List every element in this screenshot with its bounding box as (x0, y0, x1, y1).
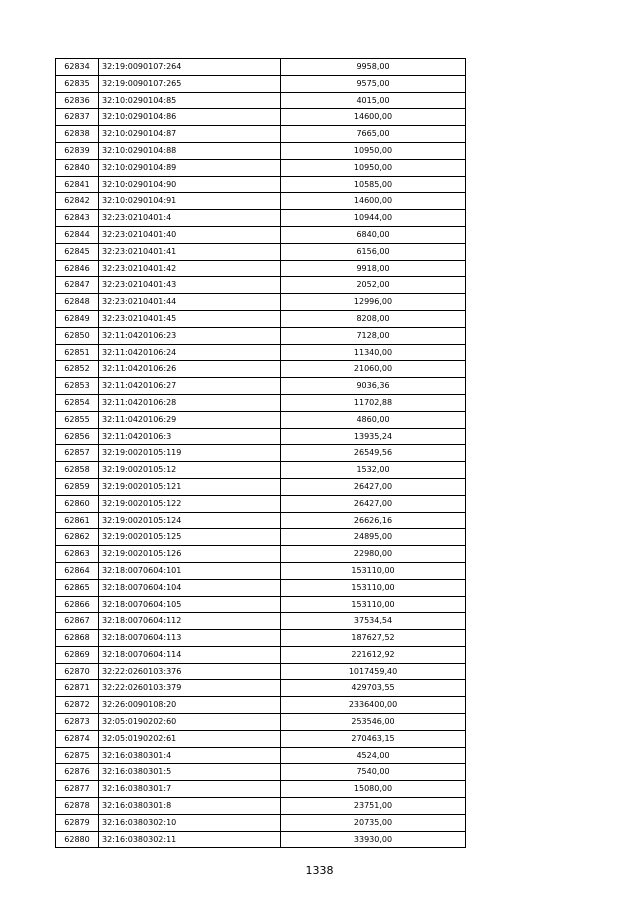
row-number-cell: 62850 (56, 327, 99, 344)
table-row (56, 747, 466, 764)
cadastral-number-cell: 32:19:0090107:265 (99, 75, 281, 92)
value-cell: 253546,00 (281, 714, 466, 731)
row-number-cell: 62836 (56, 92, 99, 109)
table-row (56, 512, 466, 529)
value-cell: 153110,00 (281, 596, 466, 613)
table-row (56, 714, 466, 731)
cadastral-number-cell: 32:18:0070604:112 (99, 613, 281, 630)
table-row (56, 562, 466, 579)
cadastral-number-cell: 32:23:0210401:42 (99, 260, 281, 277)
table-row (56, 814, 466, 831)
row-number-cell: 62837 (56, 109, 99, 126)
row-number-cell: 62880 (56, 831, 99, 848)
value-cell: 37534,54 (281, 613, 466, 630)
value-cell: 9918,00 (281, 260, 466, 277)
table-row (56, 495, 466, 512)
table-row (56, 630, 466, 647)
value-cell: 26626,16 (281, 512, 466, 529)
table-row (56, 243, 466, 260)
row-number-cell: 62864 (56, 562, 99, 579)
value-cell: 14600,00 (281, 109, 466, 126)
table-row (56, 159, 466, 176)
cadastral-number-cell: 32:10:0290104:86 (99, 109, 281, 126)
page-number: 1338 (305, 864, 334, 877)
table-row (56, 210, 466, 227)
table-body (56, 59, 466, 848)
row-number-cell: 62858 (56, 462, 99, 479)
row-number-cell: 62875 (56, 747, 99, 764)
table-row (56, 226, 466, 243)
table-row (56, 646, 466, 663)
cadastral-number-cell: 32:11:0420106:29 (99, 411, 281, 428)
table-row (56, 92, 466, 109)
value-cell: 6156,00 (281, 243, 466, 260)
cadastral-number-cell: 32:23:0210401:40 (99, 226, 281, 243)
table-row (56, 730, 466, 747)
value-cell: 14600,00 (281, 193, 466, 210)
cadastral-number-cell: 32:23:0210401:4 (99, 210, 281, 227)
row-number-cell: 62840 (56, 159, 99, 176)
table-row (56, 142, 466, 159)
value-cell: 10950,00 (281, 159, 466, 176)
cadastral-number-cell: 32:19:0020105:124 (99, 512, 281, 529)
row-number-cell: 62874 (56, 730, 99, 747)
table-row (56, 764, 466, 781)
row-number-cell: 62835 (56, 75, 99, 92)
table-row (56, 378, 466, 395)
cadastral-number-cell: 32:10:0290104:89 (99, 159, 281, 176)
value-cell: 270463,15 (281, 730, 466, 747)
row-number-cell: 62841 (56, 176, 99, 193)
cadastral-number-cell: 32:16:0380301:7 (99, 781, 281, 798)
row-number-cell: 62855 (56, 411, 99, 428)
cadastral-number-cell: 32:19:0020105:12 (99, 462, 281, 479)
value-cell: 10585,00 (281, 176, 466, 193)
cadastral-number-cell: 32:10:0290104:88 (99, 142, 281, 159)
row-number-cell: 62868 (56, 630, 99, 647)
value-cell: 1017459,40 (281, 663, 466, 680)
value-cell: 9575,00 (281, 75, 466, 92)
row-number-cell: 62860 (56, 495, 99, 512)
table-row (56, 663, 466, 680)
value-cell: 15080,00 (281, 781, 466, 798)
value-cell: 7665,00 (281, 126, 466, 143)
table-row (56, 529, 466, 546)
table-row (56, 428, 466, 445)
cadastral-number-cell: 32:18:0070604:114 (99, 646, 281, 663)
table-row (56, 327, 466, 344)
row-number-cell: 62861 (56, 512, 99, 529)
table-row (56, 478, 466, 495)
cadastral-number-cell: 32:23:0210401:43 (99, 277, 281, 294)
value-cell: 10950,00 (281, 142, 466, 159)
row-number-cell: 62852 (56, 361, 99, 378)
row-number-cell: 62842 (56, 193, 99, 210)
value-cell: 429703,55 (281, 680, 466, 697)
row-number-cell: 62854 (56, 394, 99, 411)
value-cell: 1532,00 (281, 462, 466, 479)
value-cell: 21060,00 (281, 361, 466, 378)
cadastral-number-cell: 32:19:0020105:126 (99, 546, 281, 563)
row-number-cell: 62866 (56, 596, 99, 613)
value-cell: 11340,00 (281, 344, 466, 361)
value-cell: 187627,52 (281, 630, 466, 647)
cadastral-number-cell: 32:19:0020105:125 (99, 529, 281, 546)
value-cell: 20735,00 (281, 814, 466, 831)
cadastral-number-cell: 32:11:0420106:28 (99, 394, 281, 411)
row-number-cell: 62879 (56, 814, 99, 831)
cadastral-number-cell: 32:05:0190202:60 (99, 714, 281, 731)
table-row (56, 310, 466, 327)
cadastral-number-cell: 32:18:0070604:101 (99, 562, 281, 579)
row-number-cell: 62839 (56, 142, 99, 159)
cadastral-number-cell: 32:05:0190202:61 (99, 730, 281, 747)
row-number-cell: 62853 (56, 378, 99, 395)
table-row (56, 680, 466, 697)
row-number-cell: 62863 (56, 546, 99, 563)
cadastral-number-cell: 32:19:0020105:122 (99, 495, 281, 512)
cadastral-number-cell: 32:10:0290104:85 (99, 92, 281, 109)
value-cell: 26427,00 (281, 495, 466, 512)
value-cell: 2052,00 (281, 277, 466, 294)
row-number-cell: 62872 (56, 697, 99, 714)
row-number-cell: 62871 (56, 680, 99, 697)
cadastral-number-cell: 32:23:0210401:45 (99, 310, 281, 327)
cadastral-number-cell: 32:26:0090108:20 (99, 697, 281, 714)
row-number-cell: 62847 (56, 277, 99, 294)
row-number-cell: 62834 (56, 59, 99, 76)
row-number-cell: 62862 (56, 529, 99, 546)
value-cell: 12996,00 (281, 294, 466, 311)
table-row (56, 596, 466, 613)
cadastral-number-cell: 32:11:0420106:3 (99, 428, 281, 445)
cadastral-number-cell: 32:16:0380301:8 (99, 798, 281, 815)
table-row (56, 781, 466, 798)
row-number-cell: 62848 (56, 294, 99, 311)
row-number-cell: 62856 (56, 428, 99, 445)
cadastral-number-cell: 32:10:0290104:90 (99, 176, 281, 193)
table-row (56, 579, 466, 596)
cadastral-number-cell: 32:16:0380301:4 (99, 747, 281, 764)
value-cell: 4860,00 (281, 411, 466, 428)
table-row (56, 798, 466, 815)
value-cell: 6840,00 (281, 226, 466, 243)
cadastral-number-cell: 32:22:0260103:379 (99, 680, 281, 697)
row-number-cell: 62870 (56, 663, 99, 680)
cadastral-number-cell: 32:23:0210401:44 (99, 294, 281, 311)
value-cell: 221612,92 (281, 646, 466, 663)
value-cell: 10944,00 (281, 210, 466, 227)
value-cell: 26427,00 (281, 478, 466, 495)
table-row (56, 546, 466, 563)
table-row (56, 394, 466, 411)
value-cell: 4524,00 (281, 747, 466, 764)
cadastral-number-cell: 32:18:0070604:113 (99, 630, 281, 647)
row-number-cell: 62851 (56, 344, 99, 361)
row-number-cell: 62845 (56, 243, 99, 260)
row-number-cell: 62873 (56, 714, 99, 731)
value-cell: 11702,88 (281, 394, 466, 411)
table-row (56, 277, 466, 294)
table-row (56, 445, 466, 462)
cadastral-number-cell: 32:16:0380302:10 (99, 814, 281, 831)
cadastral-number-cell: 32:11:0420106:23 (99, 327, 281, 344)
table-row (56, 697, 466, 714)
row-number-cell: 62838 (56, 126, 99, 143)
value-cell: 22980,00 (281, 546, 466, 563)
value-cell: 26549,56 (281, 445, 466, 462)
row-number-cell: 62878 (56, 798, 99, 815)
cadastral-number-cell: 32:16:0380302:11 (99, 831, 281, 848)
value-cell: 23751,00 (281, 798, 466, 815)
cadastral-number-cell: 32:11:0420106:24 (99, 344, 281, 361)
table-row (56, 831, 466, 848)
row-number-cell: 62869 (56, 646, 99, 663)
row-number-cell: 62865 (56, 579, 99, 596)
value-cell: 24895,00 (281, 529, 466, 546)
cadastral-number-cell: 32:22:0260103:376 (99, 663, 281, 680)
table-row (56, 59, 466, 76)
table-row (56, 613, 466, 630)
value-cell: 7540,00 (281, 764, 466, 781)
row-number-cell: 62877 (56, 781, 99, 798)
row-number-cell: 62867 (56, 613, 99, 630)
cadastral-number-cell: 32:18:0070604:104 (99, 579, 281, 596)
table-row (56, 109, 466, 126)
value-cell: 33930,00 (281, 831, 466, 848)
value-cell: 9958,00 (281, 59, 466, 76)
cadastral-number-cell: 32:19:0090107:264 (99, 59, 281, 76)
table-row (56, 411, 466, 428)
cadastral-number-cell: 32:11:0420106:27 (99, 378, 281, 395)
value-cell: 8208,00 (281, 310, 466, 327)
table-row (56, 260, 466, 277)
cadastral-number-cell: 32:11:0420106:26 (99, 361, 281, 378)
value-cell: 9036,36 (281, 378, 466, 395)
cadastral-number-cell: 32:19:0020105:119 (99, 445, 281, 462)
cadastral-number-cell: 32:10:0290104:87 (99, 126, 281, 143)
value-cell: 7128,00 (281, 327, 466, 344)
cadastral-number-cell: 32:16:0380301:5 (99, 764, 281, 781)
row-number-cell: 62844 (56, 226, 99, 243)
value-cell: 2336400,00 (281, 697, 466, 714)
cadastral-number-cell: 32:18:0070604:105 (99, 596, 281, 613)
cadastral-number-cell: 32:19:0020105:121 (99, 478, 281, 495)
value-cell: 13935,24 (281, 428, 466, 445)
row-number-cell: 62846 (56, 260, 99, 277)
row-number-cell: 62876 (56, 764, 99, 781)
row-number-cell: 62857 (56, 445, 99, 462)
row-number-cell: 62843 (56, 210, 99, 227)
value-cell: 153110,00 (281, 579, 466, 596)
table-row (56, 176, 466, 193)
table-row (56, 344, 466, 361)
cadastral-number-cell: 32:23:0210401:41 (99, 243, 281, 260)
table-row (56, 193, 466, 210)
cadastral-number-cell: 32:10:0290104:91 (99, 193, 281, 210)
table-row (56, 294, 466, 311)
table-row (56, 462, 466, 479)
value-cell: 153110,00 (281, 562, 466, 579)
table-row (56, 361, 466, 378)
value-cell: 4015,00 (281, 92, 466, 109)
data-table (55, 58, 466, 848)
table-row (56, 126, 466, 143)
row-number-cell: 62859 (56, 478, 99, 495)
row-number-cell: 62849 (56, 310, 99, 327)
table-row (56, 75, 466, 92)
